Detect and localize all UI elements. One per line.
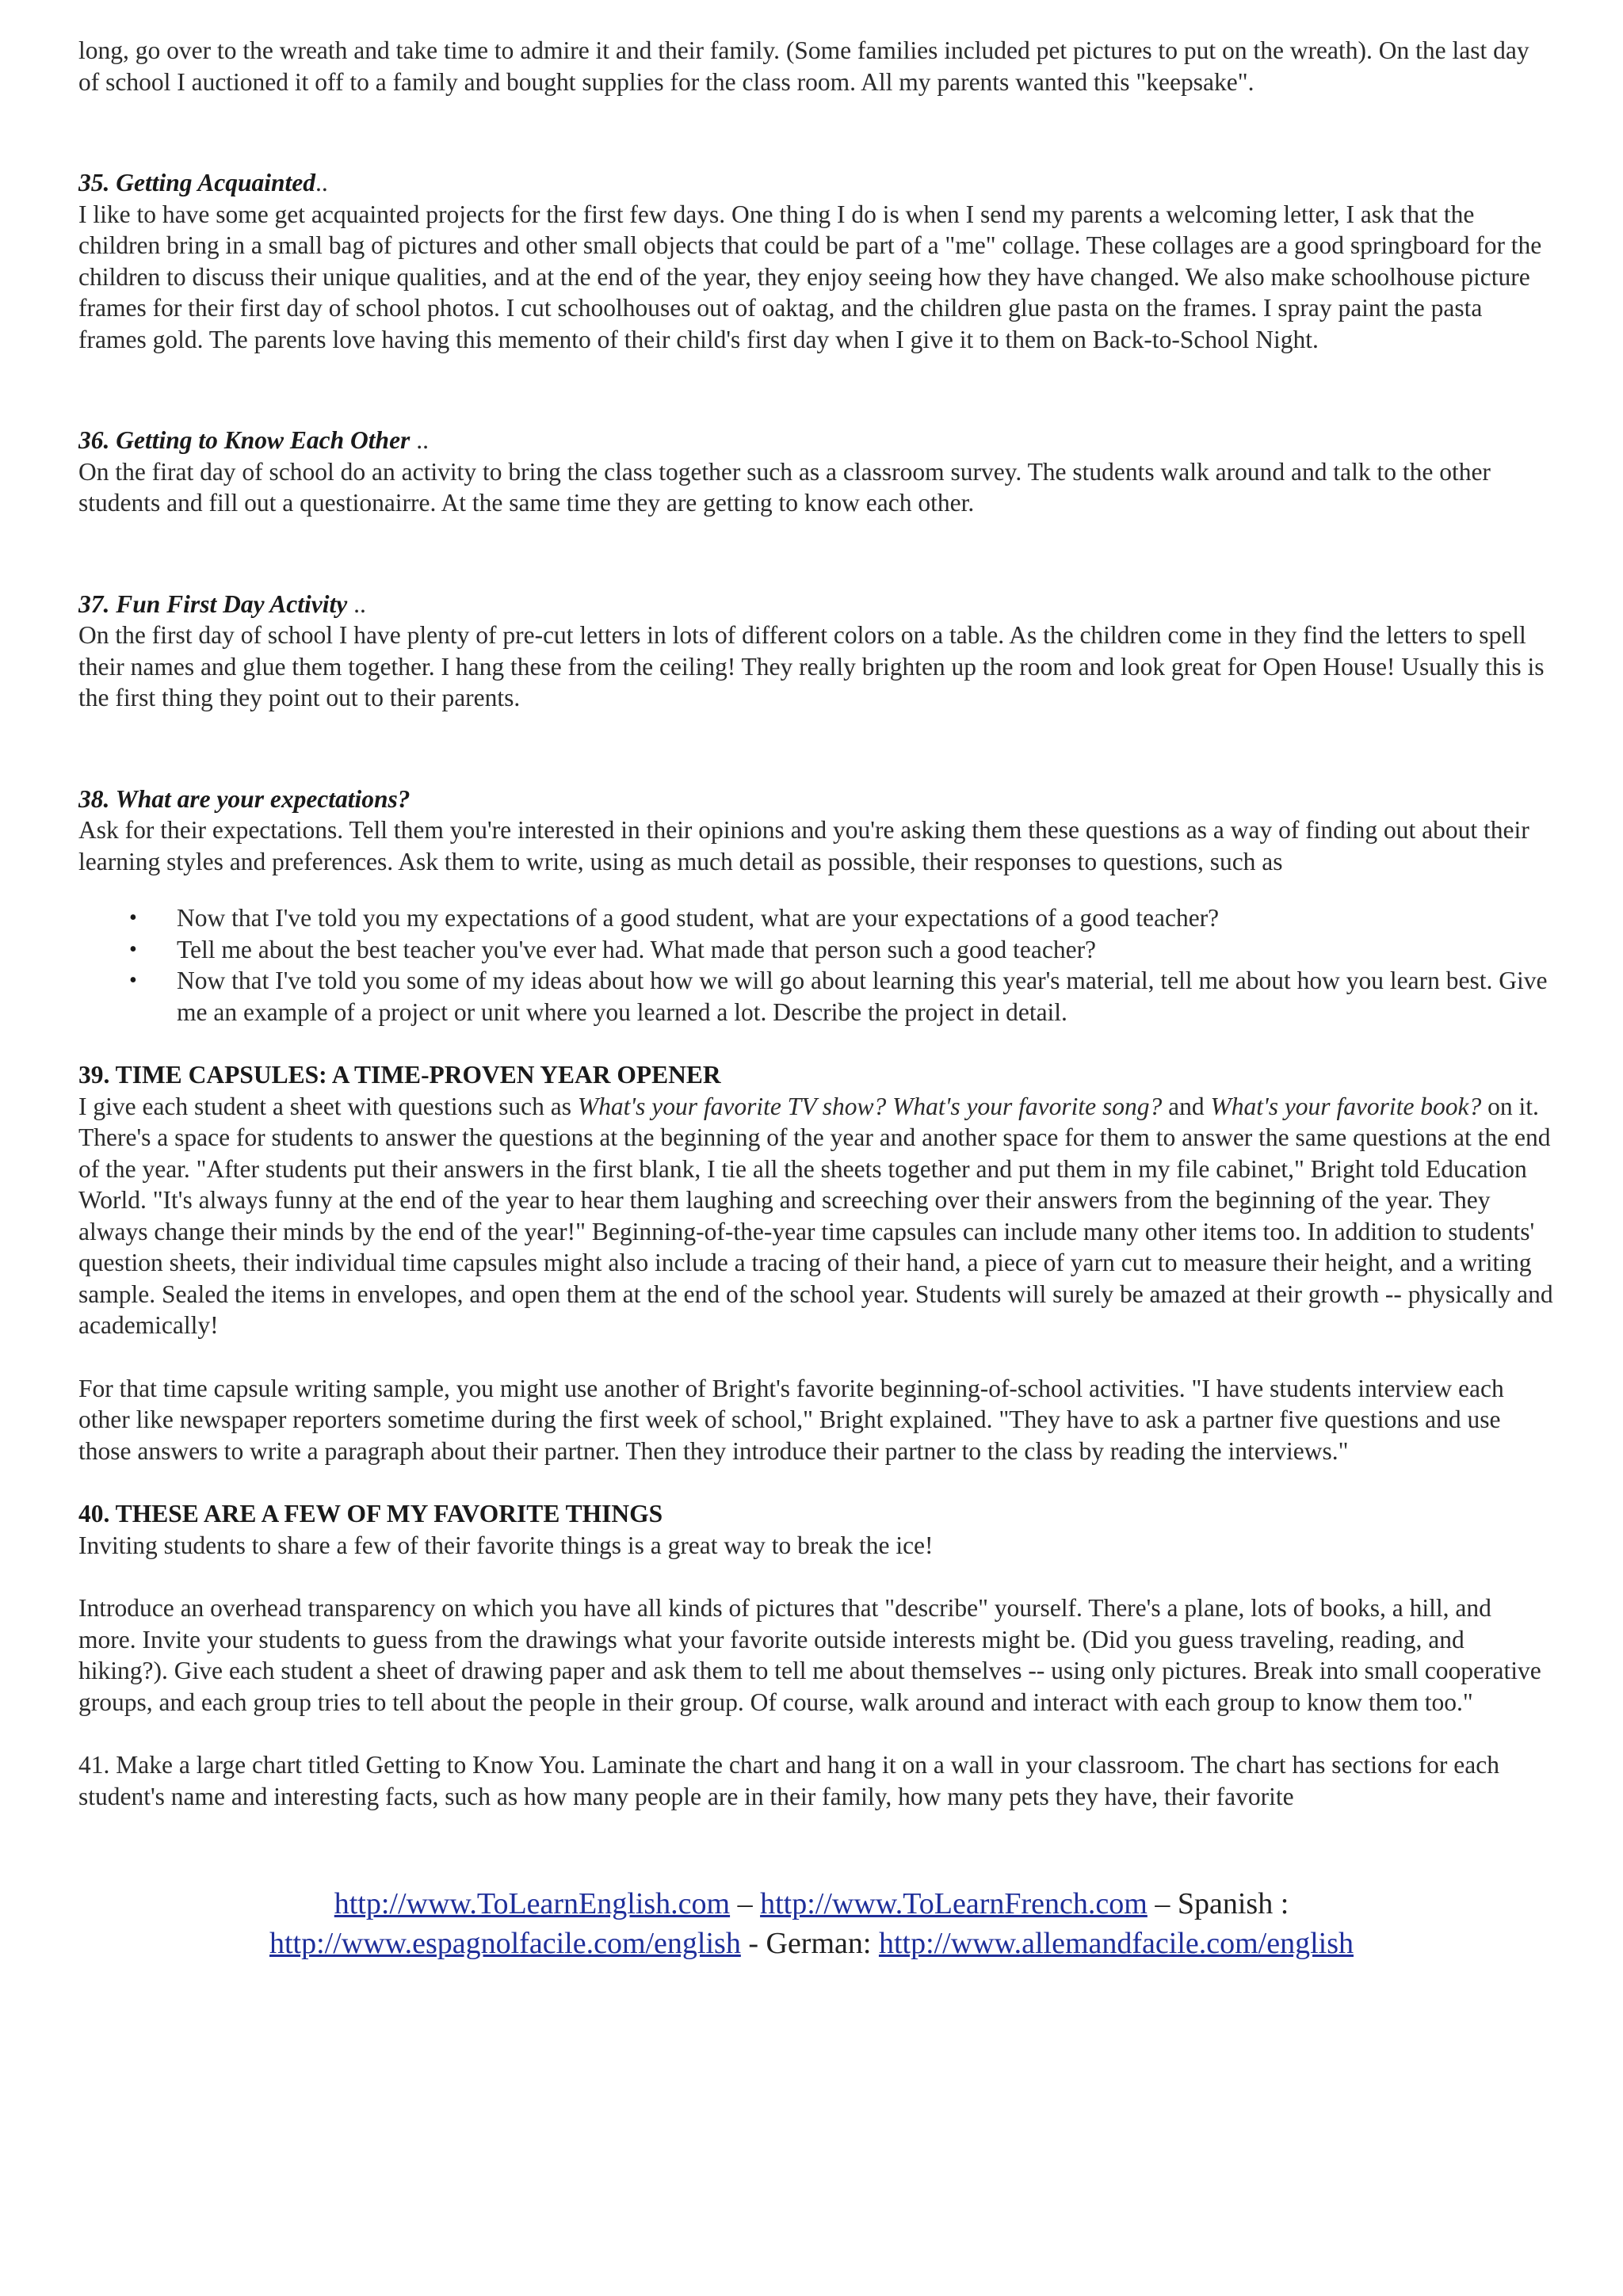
bullet-icon: • bbox=[129, 906, 137, 930]
list-item bbox=[129, 965, 1554, 1028]
spacer bbox=[78, 1341, 1554, 1373]
text-run: on it. There's a space for students to answer the questions at the beginning of the year and another space for them to answer the same questions at the end of the year. "After students put their answers in the first blank, I tie all the sheets together and put them in my file cabinet," Bright told Education World. "It's always funny at the end of the year to hear them laughing and screeching over their answers from the beginning of the year. They always change their minds by the end of the year!" Beginning-of-the-year time capsules can include many other items too. In addition to students' question sheets, their individual time capsules might also include a tracing of their hand, a piece of yarn cut to measure their height, and a writing sample. Sealed the items in envelopes, and open them at the end of the school year. Students will surely be amazed at their growth -- physically and academically! bbox=[78, 1092, 1553, 1339]
link-espagnolfacile[interactable]: http://www.espagnolfacile.com/english bbox=[269, 1927, 741, 1960]
section-39-heading: 39. TIME CAPSULES: A TIME-PROVEN YEAR OPENER bbox=[78, 1061, 721, 1089]
section-41-body: 41. Make a large chart titled Getting to Know You. Laminate the chart and hang it on a wall in your classroom. The chart has sections for each student's name and interesting facts, such as how many people are in their family, how many pets they have, their favorite bbox=[78, 1751, 1499, 1810]
footer-separator: - German: bbox=[740, 1927, 879, 1960]
section-36-dots: .. bbox=[410, 426, 429, 454]
italic-question: What's your favorite book? bbox=[1210, 1092, 1482, 1120]
spacer bbox=[78, 714, 1554, 784]
spacer bbox=[78, 1561, 1554, 1592]
section-40-heading: 40. THESE ARE A FEW OF MY FAVORITE THINGS bbox=[78, 1500, 663, 1527]
list-item bbox=[129, 902, 1554, 934]
footer-separator: – bbox=[730, 1887, 761, 1920]
section-38-heading: 38. What are your expectations? bbox=[78, 784, 411, 813]
spacer bbox=[78, 1466, 1554, 1498]
italic-question: What's your favorite TV show? What's your favorite song? bbox=[577, 1092, 1163, 1120]
section-35-body: I like to have some get acquainted projects for the first few days. One thing I do is when I send my parents a welcoming letter, I ask that the children bring in a small bag of pictures and other small objects that could be part of a "me" collage. These collages are a good springboard for the children to discuss their unique qualities, and at the end of the year, they enjoy seeing how they have changed. We also make schoolhouse picture frames for their first day of school photos. I cut schoolhouses out of oaktag, and the children glue pasta on the frames. I spray paint the pasta frames gold. The parents love having this memento of their child's first day when I give it to them on Back-to-School Night. bbox=[78, 200, 1542, 353]
section-36-body: On the firat day of school do an activity to bring the class together such as a classroom survey. The students walk around and talk to the other students and fill out a questionairre. At the same time they are getting to know each other. bbox=[78, 457, 1491, 517]
bullet-icon: • bbox=[129, 968, 137, 993]
document-page bbox=[78, 35, 1554, 1812]
footer-links bbox=[0, 1884, 1623, 1963]
list-item-text: Now that I've told you my expectations of a good student, what are your expectations of a good teacher? bbox=[177, 904, 1220, 932]
section-35-dots: .. bbox=[315, 169, 328, 196]
link-tolearnfrench[interactable]: http://www.ToLearnFrench.com bbox=[760, 1887, 1148, 1920]
section-36-heading: 36. Getting to Know Each Other bbox=[78, 426, 411, 454]
spacer bbox=[78, 1718, 1554, 1749]
list-item-text: Tell me about the best teacher you've ever had. What made that person such a good teacher? bbox=[177, 935, 1097, 963]
section-37 bbox=[78, 589, 1554, 714]
section-36 bbox=[78, 425, 1554, 519]
section-40 bbox=[78, 1498, 1554, 1718]
section-39 bbox=[78, 1059, 1554, 1466]
spacer bbox=[78, 97, 1554, 167]
text-run: and bbox=[1162, 1092, 1211, 1120]
spacer bbox=[78, 519, 1554, 589]
section-41 bbox=[78, 1749, 1554, 1812]
section-35-heading: 35. Getting Acquainted bbox=[78, 169, 315, 196]
section-35 bbox=[78, 167, 1554, 355]
section-37-body: On the first day of school I have plenty of pre-cut letters in lots of different colors on a table. As the children come in they find the letters to spell their names and glue them together. I hang these from the ceiling! They really brighten up the room and look great for Open House! Usually this is the first thing they point out to their parents. bbox=[78, 621, 1545, 711]
section-40-paragraph-2: Introduce an overhead transparency on which you have all kinds of pictures that "describe" yourself. There's a plane, lots of books, a hill, and more. Invite your students to guess from the drawings what your favorite outside interests might be. (Did you guess traveling, reading, and hiking?). Give each student a sheet of drawing paper and ask them to tell me about themselves -- using only pictures. Break into small cooperative groups, and each group tries to tell about the people in their group. Of course, walk around and interact with each group to know them too." bbox=[78, 1594, 1541, 1716]
list-item-text: Now that I've told you some of my ideas about how we will go about learning this year's material, tell me about how you learn best. Give me an example of a project or unit where you learned a lot. Describe the project in detail. bbox=[177, 967, 1548, 1026]
footer-separator: – Spanish : bbox=[1147, 1887, 1289, 1920]
link-tolearnenglish[interactable]: http://www.ToLearnEnglish.com bbox=[334, 1887, 731, 1920]
intro-paragraph: long, go over to the wreath and take time to admire it and their family. (Some families included pet pictures to put on the wreath). On the last day of school I auctioned it off to a family and bought supplies for the class room. All my parents wanted this "keepsake". bbox=[78, 36, 1529, 96]
section-38-body: Ask for their expectations. Tell them you're interested in their opinions and you're asking them these questions as a way of finding out about their learning styles and preferences. Ask them to write, using as much detail as possible, their responses to questions, such as bbox=[78, 816, 1529, 875]
section-38-question-list bbox=[78, 902, 1554, 1028]
spacer bbox=[78, 1028, 1554, 1059]
spacer bbox=[78, 355, 1554, 425]
spacer bbox=[78, 877, 1554, 902]
bullet-icon: • bbox=[129, 936, 137, 962]
section-37-dots: .. bbox=[347, 589, 366, 618]
text-run: I give each student a sheet with questions such as bbox=[78, 1092, 578, 1120]
link-allemandfacile[interactable]: http://www.allemandfacile.com/english bbox=[878, 1927, 1354, 1960]
section-38 bbox=[78, 784, 1554, 1028]
section-37-heading: 37. Fun First Day Activity bbox=[78, 589, 348, 618]
list-item bbox=[129, 934, 1554, 966]
section-39-paragraph-2: For that time capsule writing sample, you might use another of Bright's favorite beginning-of-school activities. "I have students interview each other like newspaper reporters sometime during the first week of school," Bright explained. "They have to ask a partner five questions and use those answers to write a paragraph about their partner. Then they introduce their partner to the class by reading the interviews." bbox=[78, 1374, 1504, 1465]
section-39-paragraph-1 bbox=[78, 1091, 1554, 1341]
section-40-paragraph-1: Inviting students to share a few of their favorite things is a great way to break the ice! bbox=[78, 1531, 934, 1559]
